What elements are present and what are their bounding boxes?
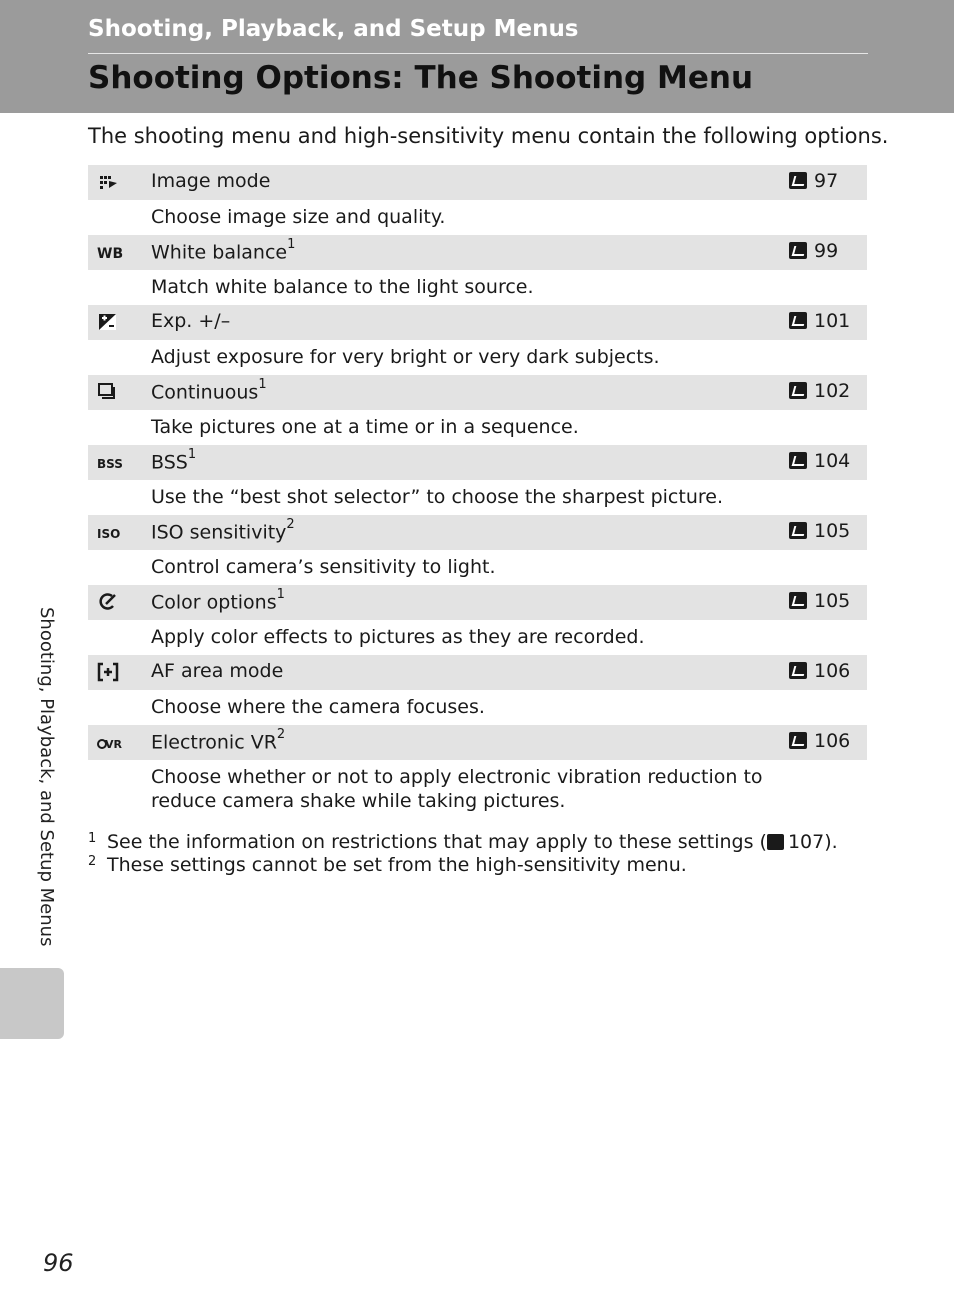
footnote-end: ).: [824, 831, 838, 853]
footnotes: [88, 831, 838, 877]
electronic-vr-icon: [97, 732, 122, 752]
footnote-marker: 1: [258, 377, 267, 392]
footnote-text: See the information on restrictions that may apply to these settings (: [107, 831, 767, 853]
option-label: Continuous$^1$: [151, 377, 267, 404]
option-label: Color options$^1$: [151, 587, 285, 614]
option-row: [88, 725, 867, 760]
header-divider: [88, 53, 868, 54]
intro-text: The shooting menu and high-sensitivity menu contain the following options.: [88, 124, 889, 148]
option-row: [88, 515, 867, 550]
option-row: [88, 235, 867, 270]
option-label: Electronic $VR^2$: [151, 727, 286, 754]
option-description: Adjust exposure for very bright or very dark subjects.: [151, 346, 660, 368]
page-reference: 106: [789, 660, 850, 682]
footnote-1: [88, 831, 838, 854]
option-description-row: [88, 270, 867, 305]
option-description-row: [88, 690, 867, 725]
option-description: Control camera’s sensitivity to light.: [151, 556, 496, 578]
side-tab: [0, 968, 64, 1039]
page-reference-icon: [789, 312, 807, 329]
option-row: [88, 375, 867, 410]
footnote-text: These settings cannot be set from the high-sensitivity menu.: [107, 854, 687, 876]
af-area-icon: [97, 662, 119, 682]
option-label: AF area mode: [151, 660, 284, 682]
option-description: Match white balance to the light source.: [151, 276, 534, 298]
option-label: Image mode: [151, 170, 271, 192]
option-label: BSS$^1$: [151, 447, 197, 474]
option-description-row: [88, 200, 867, 235]
option-description-row: [88, 550, 867, 585]
side-tab-label: Shooting, Playback, and Setup Menus: [36, 607, 57, 947]
option-description: Choose where the camera focuses.: [151, 696, 485, 718]
footnote-marker: 1: [187, 447, 197, 462]
page-reference: 102: [789, 380, 850, 402]
white-balance-icon: [97, 242, 124, 262]
option-description-row: [88, 340, 867, 375]
footnote-marker: 1: [276, 587, 285, 602]
svg-text:VR: VR: [105, 738, 122, 751]
page-reference-icon: [789, 452, 807, 469]
footnote-marker: 2: [286, 517, 295, 532]
option-row: [88, 165, 867, 200]
option-label: White balance$^1$: [151, 237, 296, 264]
page-header: [0, 0, 954, 113]
footnote-number: 1: [88, 831, 97, 846]
page-title: Shooting Options: The Shooting Menu: [88, 60, 754, 96]
section-title: Shooting, Playback, and Setup Menus: [88, 16, 579, 42]
page-reference: 105: [789, 590, 850, 612]
svg-text:WB: WB: [97, 246, 124, 262]
option-description: Use the “best shot selector” to choose the sharpest picture.: [151, 486, 723, 508]
page-reference-icon: [789, 592, 807, 609]
option-row: [88, 305, 867, 340]
image-mode-icon: [97, 172, 119, 192]
page-reference: 106: [789, 730, 850, 752]
option-row: [88, 585, 867, 620]
page-reference-icon: [789, 662, 807, 679]
option-description-row: [88, 760, 867, 816]
option-row: [88, 445, 867, 480]
option-description-row: [88, 480, 867, 515]
page-reference-icon: [789, 732, 807, 749]
svg-text:BSS: BSS: [97, 457, 123, 471]
page-number: 96: [43, 1249, 74, 1277]
continuous-icon: [97, 382, 119, 402]
option-label: Exp. +/–: [151, 310, 231, 332]
option-description: Apply color effects to pictures as they are recorded.: [151, 626, 645, 648]
option-description: Choose image size and quality.: [151, 206, 446, 228]
exposure-compensation-icon: [97, 312, 119, 332]
footnote-ref: 107: [787, 831, 825, 853]
page-reference-icon: [789, 382, 807, 399]
page-reference-icon: [789, 172, 807, 189]
page-reference: 105: [789, 520, 850, 542]
options-table: [88, 165, 867, 816]
footnote-marker: 2: [276, 727, 286, 742]
footnote-marker: 1: [287, 237, 296, 252]
option-description: Take pictures one at a time or in a sequence.: [151, 416, 579, 438]
option-description-row: [88, 620, 867, 655]
page-reference: 97: [789, 170, 838, 192]
page-reference-icon: [789, 242, 807, 259]
option-description: Choose whether or not to apply electronic vibration reduction to reduce camera shake while taking pictures.: [151, 766, 763, 812]
footnote-2: [88, 854, 838, 877]
page-reference: 101: [789, 310, 850, 332]
page-reference-icon: [767, 834, 784, 850]
page-reference: 104: [789, 450, 850, 472]
bss-icon: [97, 452, 123, 472]
option-description-row: [88, 410, 867, 445]
page-reference-icon: [789, 522, 807, 539]
option-row: [88, 655, 867, 690]
footnote-number: 2: [88, 854, 97, 869]
iso-icon: [97, 522, 119, 542]
option-label: ISO sensitivity$^2$: [151, 517, 295, 544]
color-options-icon: [97, 592, 119, 612]
page-reference: 99: [789, 240, 838, 262]
svg-text:ISO: ISO: [97, 527, 121, 541]
